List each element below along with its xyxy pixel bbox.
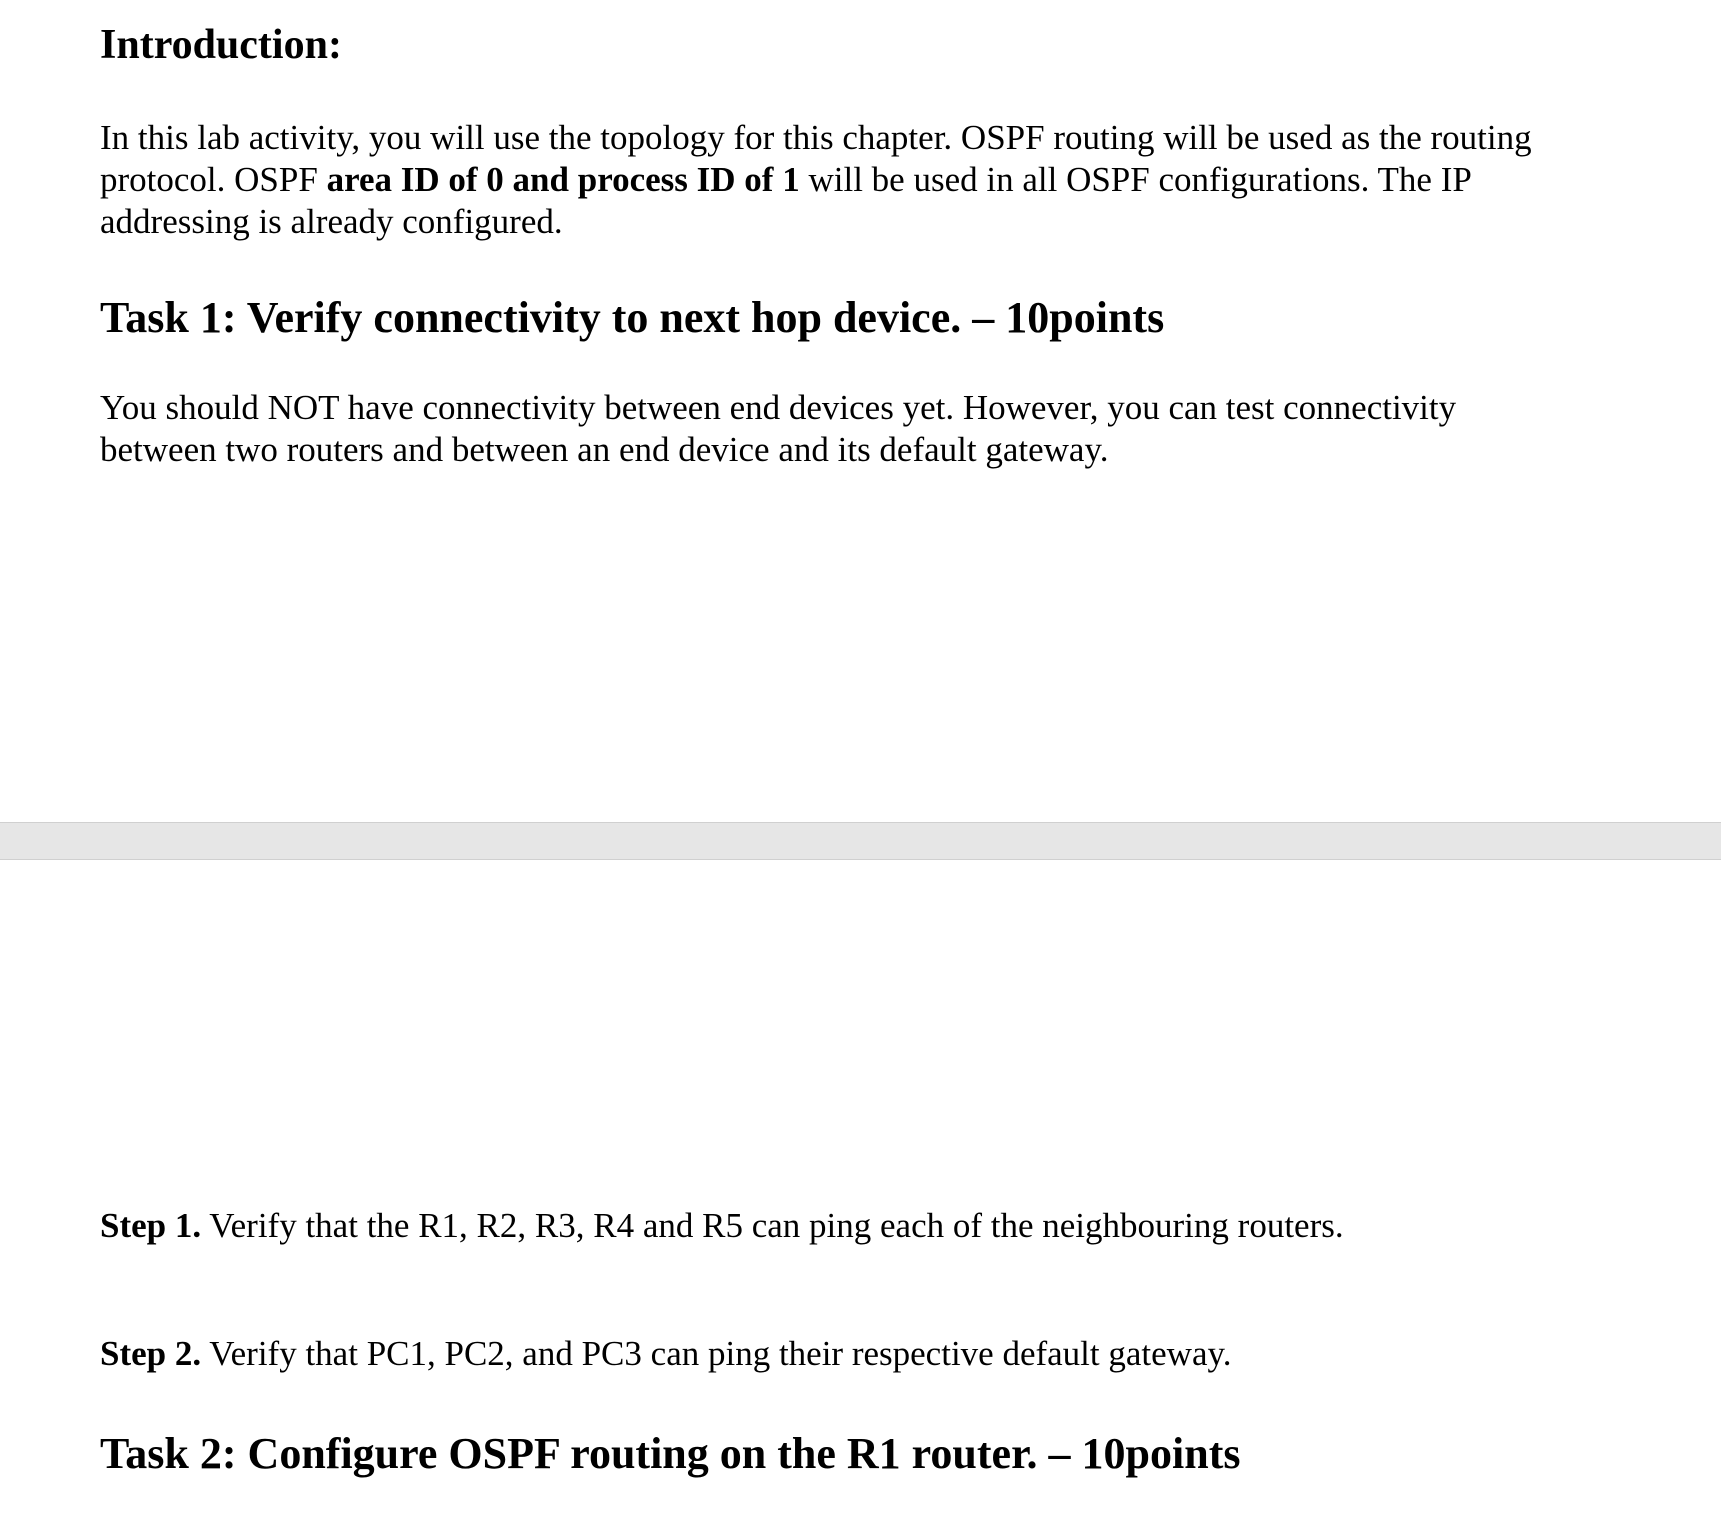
introduction-line-2 [100, 159, 1532, 201]
introduction-line-1: In this lab activity, you will use the topology for this chapter. OSPF routing will be used as the routing [100, 118, 1532, 157]
task-1-line-2: between two routers and between an end device and its default gateway. [100, 430, 1109, 469]
step-1 [100, 1205, 1344, 1247]
introduction-bold-text: area ID of 0 and process ID of 1 [326, 160, 800, 199]
introduction-line-2-end: will be used in all OSPF configurations. The IP [799, 160, 1472, 199]
document-page-2 [0, 860, 1721, 1523]
task-1-line-1: You should NOT have connectivity between end devices yet. However, you can test connectivity [100, 388, 1457, 427]
task-2-heading: Task 2: Configure OSPF routing on the R1 router. – 10points [100, 1429, 1241, 1478]
step-2-text: Verify that PC1, PC2, and PC3 can ping their respective default gateway. [201, 1334, 1232, 1373]
task-1-heading: Task 1: Verify connectivity to next hop device. – 10points [100, 293, 1165, 342]
step-1-label: Step 1. [100, 1206, 202, 1245]
introduction-line-3: addressing is already configured. [100, 202, 563, 241]
step-1-text: Verify that the R1, R2, R3, R4 and R5 can ping each of the neighbouring routers. [201, 1206, 1344, 1245]
introduction-paragraph [100, 117, 1532, 243]
step-2-label: Step 2. [100, 1334, 202, 1373]
introduction-heading: Introduction: [100, 22, 342, 68]
page-break [0, 822, 1721, 860]
step-2 [100, 1333, 1231, 1375]
task-1-paragraph [100, 387, 1456, 471]
introduction-line-2-start: protocol. OSPF [100, 160, 327, 199]
